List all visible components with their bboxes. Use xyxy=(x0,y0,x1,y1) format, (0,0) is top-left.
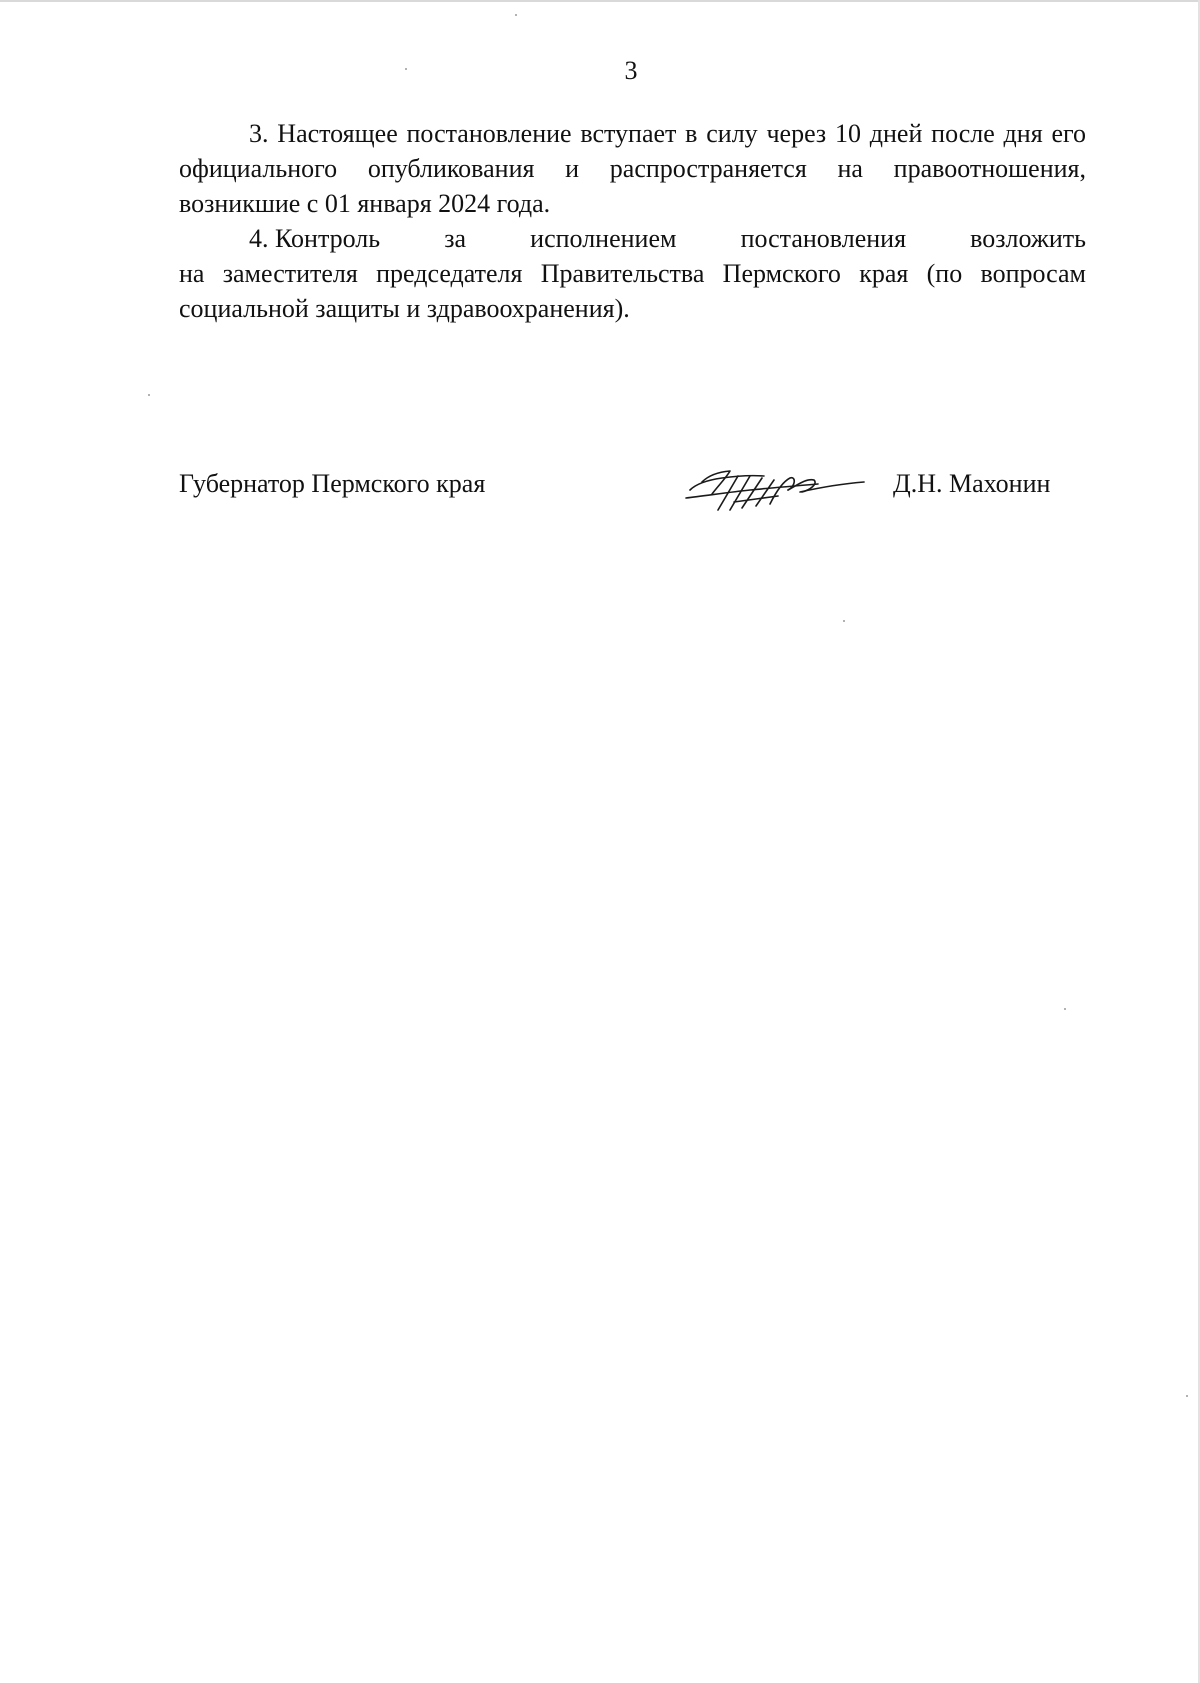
paragraph-4 xyxy=(179,221,1086,326)
scan-speck xyxy=(515,14,517,16)
scan-speck xyxy=(1186,1395,1188,1397)
paragraph-3-number: 3. xyxy=(249,119,269,148)
scan-speck xyxy=(1064,1008,1066,1010)
handwritten-signature-icon xyxy=(678,456,868,516)
paragraph-4-word: постановления xyxy=(740,224,907,253)
signer-name: Д.Н. Махонин xyxy=(893,469,1051,498)
signature-block xyxy=(179,466,1086,506)
scan-speck xyxy=(148,394,150,396)
paragraph-4-text: на заместителя председателя Правительства Пермского края (по вопросам социальной защиты и здравоохранения). xyxy=(179,259,1086,323)
scan-speck xyxy=(405,68,407,70)
paragraph-4-word: исполнением xyxy=(530,224,677,253)
page-number: 3 xyxy=(624,56,638,85)
paragraph-3-text: Настоящее постановление вступает в силу через 10 дней после дня его официального опубликования и распространяется на правоотношения, возникшие с 01 января 2024 года. xyxy=(179,119,1087,218)
paragraph-4-word: за xyxy=(444,224,467,253)
signer-position: Губернатор Пермского края xyxy=(179,469,486,498)
scan-speck xyxy=(843,620,845,622)
paragraph-4-first-line xyxy=(179,221,1086,256)
paragraph-4-word: 4. Контроль xyxy=(249,224,381,253)
paragraph-4-word: возложить xyxy=(970,224,1086,253)
paragraph-3 xyxy=(179,116,1086,221)
scan-top-edge xyxy=(0,0,1200,2)
